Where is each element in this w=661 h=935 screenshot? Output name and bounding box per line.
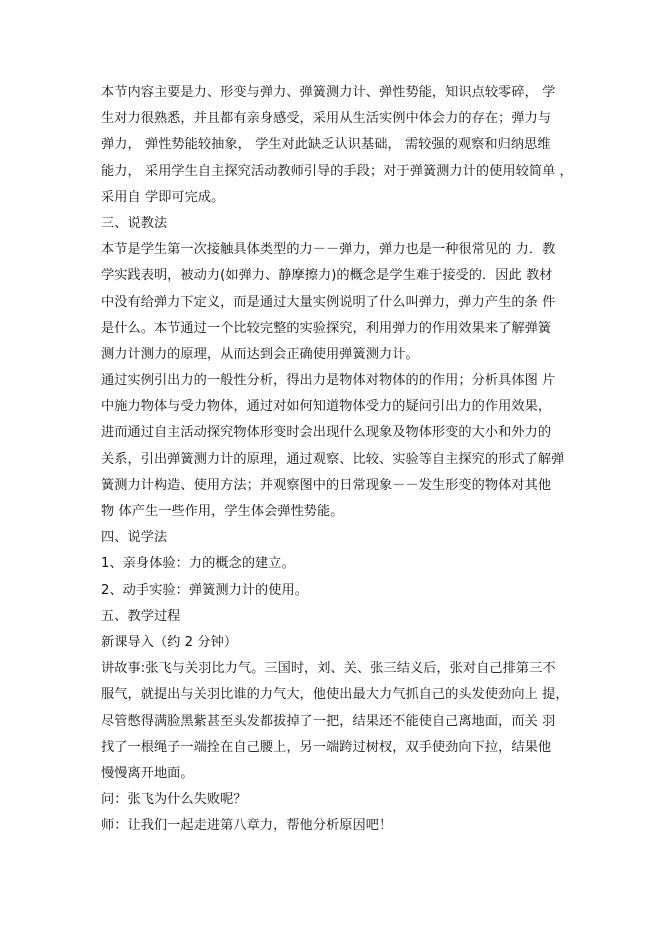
paragraph-line: 物 体产生一些作用，学生体会弹性势能。 <box>101 504 344 519</box>
subsection-heading: 新课导入（约 2 分钟） <box>101 634 238 650</box>
section-heading: 四、说学法 <box>101 530 168 546</box>
paragraph-line: 本节是学生第一次接触具体类型的力－－弹力，弹力也是一种很常见的 力．教 <box>101 242 556 258</box>
section-heading: 五、教学过程 <box>101 608 181 624</box>
paragraph-line: 尽管憋得满脸黑紫甚至头发都拔掉了一把，结果还不能使自己离地面，而关 羽 <box>101 713 556 729</box>
document-body <box>101 80 573 839</box>
list-item: 1、亲身体验：力的概念的建立。 <box>101 556 295 572</box>
paragraph-line: 弹力， 弹性势能较抽象， 学生对此缺乏认识基础， 需较强的观察和归纳思维 <box>101 137 551 153</box>
paragraph-line: 学实践表明，被动力(如弹力、静摩擦力)的概念是学生难于接受的．因此 教材 <box>101 268 553 284</box>
paragraph-line: 是什么。本节通过一个比较完整的实验探究，利用弹力的作用效果来了解弹簧 <box>101 320 552 336</box>
paragraph-line: 中没有给弹力下定义，而是通过大量实例说明了什么叫弹力，弹力产生的条 件 <box>101 294 556 310</box>
teacher-line: 师：让我们一起走进第八章力，帮他分析原因吧！ <box>101 818 393 834</box>
paragraph-line: 簧测力计构造、使用方法；并观察图中的日常现象－－发生形变的物体对其他 <box>101 477 552 493</box>
paragraph-line: 找了一根绳子一端拴在自己腰上，另一端跨过树杈，双手使劲向下拉，结果他 <box>101 739 552 755</box>
paragraph-line: 关系，引出弹簧测力计的原理，通过观察、比较、实验等自主探究的形式了解弹 <box>101 451 565 467</box>
list-item: 2、动手实验：弹簧测力计的使用。 <box>101 582 309 598</box>
paragraph-line: 慢慢离开地面。 <box>101 765 194 781</box>
section-heading: 三、说教法 <box>101 215 168 231</box>
paragraph-line: 本节内容主要是力、形变与弹力、弹簧测力计、弹性势能，知识点较零碎， 学 <box>101 85 556 100</box>
paragraph-line: 中施力物体与受力物体，通过对如何知道物体受力的疑问引出力的作用效果， <box>101 399 552 415</box>
question-line: 问：张飞为什么失败呢？ <box>101 792 247 808</box>
paragraph-line: 采用自 学即可完成。 <box>101 189 225 205</box>
paragraph-line: 测力计测力的原理，从而达到会正确使用弹簧测力计。 <box>101 346 419 362</box>
paragraph-line: 通过实例引出力的一般性分析，得出力是物体对物体的的作用；分析具体图 片 <box>101 373 556 389</box>
paragraph-line: 讲故事:张飞与关羽比力气。三国时，刘、关、张三结义后，张对自己排第三不 <box>101 661 556 677</box>
paragraph-line: 服气，就提出与关羽比谁的力气大，他使出最大力气抓自己的头发使劲向上 提， <box>101 687 569 703</box>
paragraph-line: 生对力很熟悉，并且都有亲身感受，采用从生活实例中体会力的存在；弹力与 <box>101 111 552 127</box>
paragraph-line: 能力， 采用学生自主探究活动教师引导的手段；对于弹簧测力计的使用较简单 ， <box>101 163 573 179</box>
paragraph-line: 进而通过自主活动探究物体形变时会出现什么现象及物体形变的大小和外力的 <box>101 425 552 441</box>
